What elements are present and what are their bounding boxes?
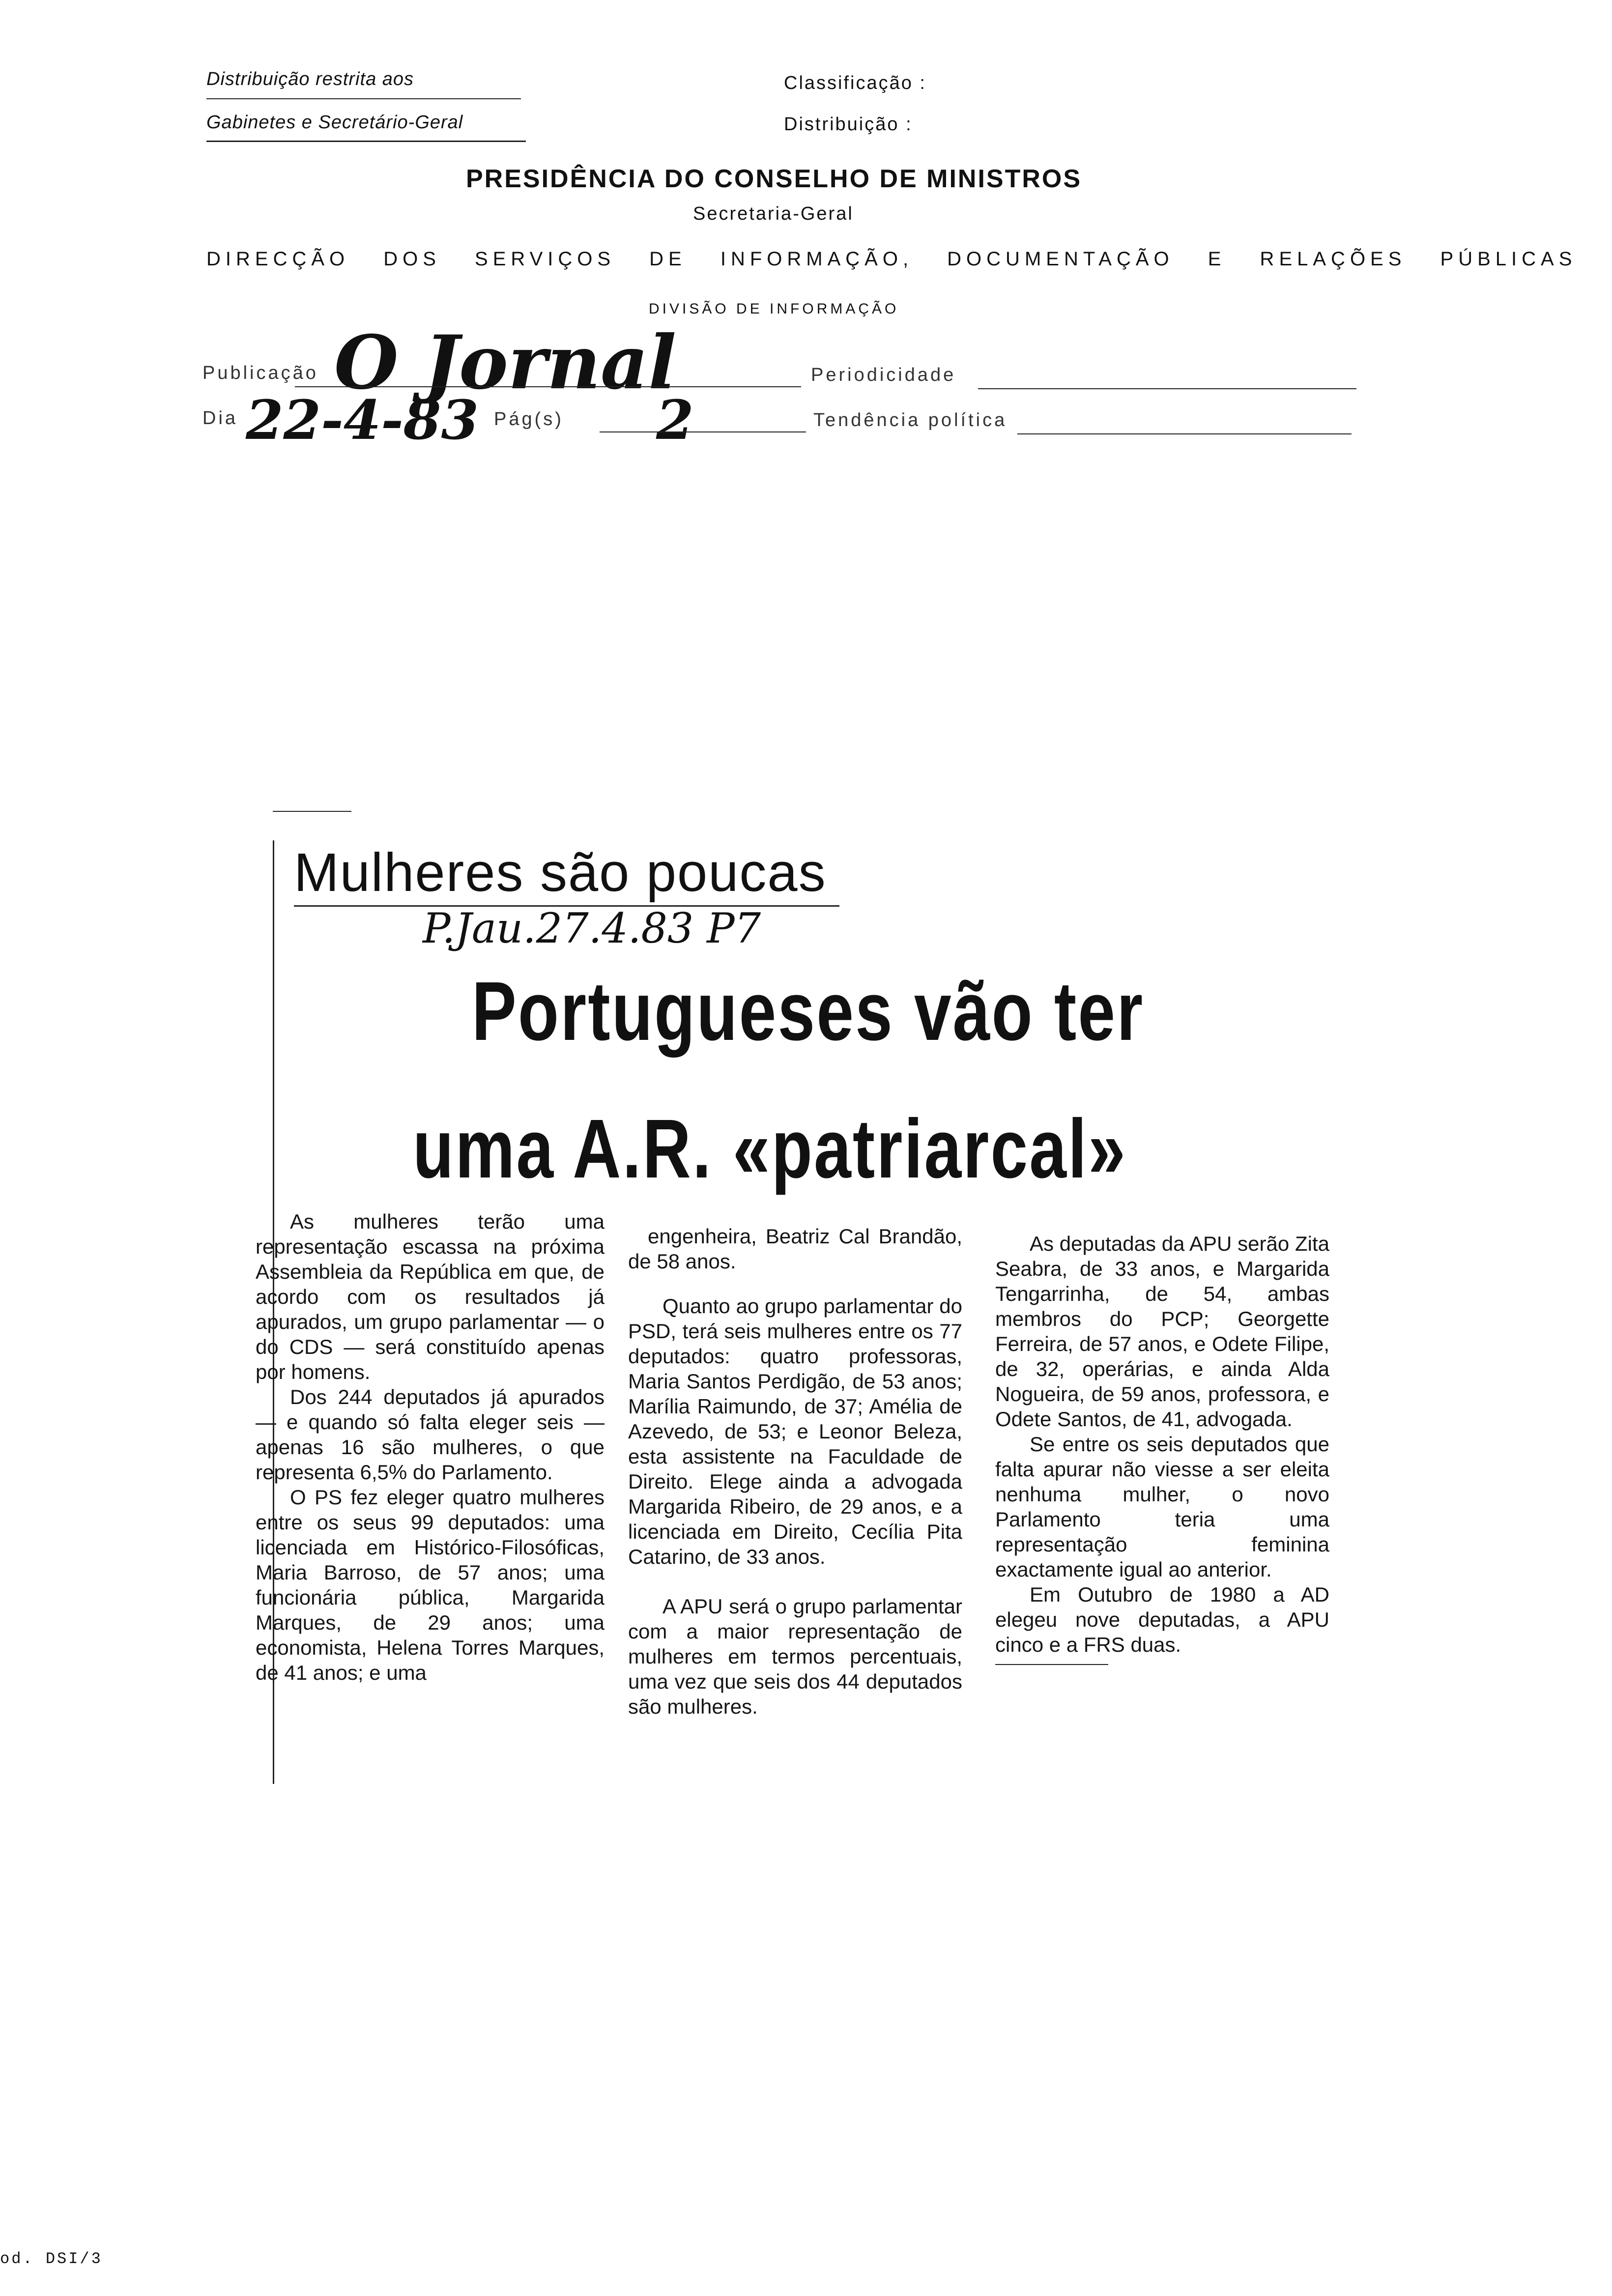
clip-corner-rule: [273, 811, 351, 812]
day-handwritten: 22-4-83: [246, 388, 479, 452]
article-column-2: [628, 1224, 962, 1719]
form-code: od. DSI/3: [0, 2250, 103, 2268]
divider: [206, 141, 526, 142]
paragraph: engenheira, Beatriz Cal Brandão, de 58 anos.: [628, 1225, 962, 1273]
day-label: Dia: [202, 408, 238, 429]
pages-label: Pág(s): [494, 409, 564, 430]
article-column-1: [256, 1209, 604, 1685]
classification-label: Classificação :: [784, 73, 926, 93]
periodicity-line: [978, 388, 1356, 389]
distribution-note-line2: Gabinetes e Secretário-Geral: [206, 112, 463, 133]
paragraph: O PS fez eleger quatro mulheres entre os seus 99 deputados: uma licenciada em Histórico-Filosóficas, Maria Barroso, de 57 anos; uma funcionária pública, Margarida Marques, de 29 anos; uma economista, Helena Torres Marques, de 41 anos; e uma: [256, 1486, 604, 1684]
secretariat: Secretaria-Geral: [693, 203, 854, 224]
distribution-label: Distribuição :: [784, 114, 913, 135]
paragraph: As deputadas da APU serão Zita Seabra, de 33 anos, e Margarida Tengarrinha, de 54, ambas membros do PCP; Georgette Ferreira, de 57 anos, e Odete Filipe, de 32, operárias, e ainda Alda Nogueira, de 59 anos, professora, e Odete Santos, de 41, advogada.: [995, 1232, 1329, 1431]
publication-label: Publicação: [202, 363, 318, 383]
paragraph: Dos 244 deputados já apurados — e quando só falta eleger seis — apenas 16 são mulheres, o que representa 6,5% do Parlamento.: [256, 1385, 604, 1484]
article-end-rule: [995, 1664, 1108, 1665]
distribution-note-line1: Distribuição restrita aos: [206, 69, 414, 89]
handwritten-reference: P.Jau.27.4.83 P7: [423, 904, 761, 952]
headline-line2: uma A.R. «patriarcal»: [413, 1102, 1127, 1196]
pages-line: [600, 431, 806, 432]
paragraph: Em Outubro de 1980 a AD elegeu nove deputadas, a APU cinco e a FRS duas.: [995, 1583, 1329, 1656]
headline-line1: Portugueses vão ter: [472, 965, 1145, 1058]
institution-title: PRESIDÊNCIA DO CONSELHO DE MINISTROS: [466, 165, 1082, 193]
article-column-3: [995, 1231, 1329, 1665]
periodicity-label: Periodicidade: [811, 365, 956, 385]
directorate: DIRECÇÃO DOS SERVIÇOS DE INFORMAÇÃO, DOCUMENTAÇÃO E RELAÇÕES PÚBLICAS: [206, 248, 1577, 270]
tendency-line: [1017, 433, 1352, 434]
paragraph: Quanto ao grupo parlamentar do PSD, terá seis mulheres entre os 77 deputados: quatro professoras, Maria Santos Perdigão, de 53 anos; Marília Raimundo, de 37; Amélia de Azevedo, de 53; e Leonor Beleza, esta assistente na Faculdade de Direito. Elege ainda a advogada Margarida Ribeiro, de 29 anos, e a licenciada em Direito, Cecília Pita Catarino, de 33 anos.: [628, 1294, 962, 1568]
division: DIVISÃO DE INFORMAÇÃO: [649, 301, 899, 317]
paragraph: Se entre os seis deputados que falta apurar não viesse a ser eleita nenhuma mulher, o novo Parlamento teria uma representação feminina exactamente igual ao anterior.: [995, 1433, 1329, 1581]
publication-handwritten: O Jornal: [334, 319, 677, 406]
divider: [206, 98, 521, 99]
paragraph: As mulheres terão uma representação escassa na próxima Assembleia da República em que, de acordo com os resultados já apurados, um grupo parlamentar — o do CDS — será constituído apenas por homens.: [256, 1210, 604, 1383]
paragraph: A APU será o grupo parlamentar com a maior representação de mulheres em termos percentuais, uma vez que seis dos 44 deputados são mulheres.: [628, 1595, 962, 1718]
publication-underline: [295, 386, 801, 387]
tendency-label: Tendência política: [813, 410, 1008, 430]
pages-handwritten: 2: [656, 388, 694, 452]
article-kicker: Mulheres são poucas: [294, 842, 827, 903]
